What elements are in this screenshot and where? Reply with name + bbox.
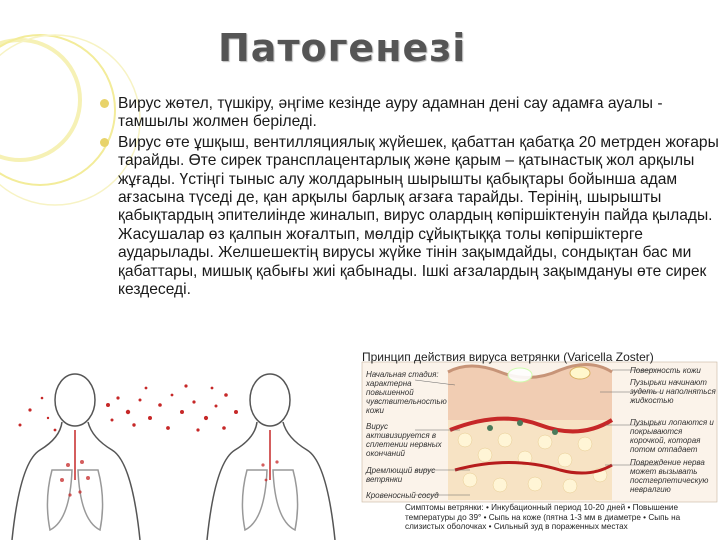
bullet-text: Вирус жөтел, түшкіру, әңгіме кезінде ауру адамнан дені сау адамға ауалы - тамшылы жолмен беріледі. — [118, 95, 663, 131]
figure-label-skin-surface: Поверхность кожи — [630, 366, 701, 375]
figure-label-blood-vessel: Кровеносный сосуд — [366, 491, 439, 500]
bullet-item — [100, 95, 720, 132]
bullet-list — [100, 95, 720, 301]
figure-label-blisters-itch: Пузырьки начинают зудеть и наполняться жидкостью — [630, 378, 716, 405]
person-right — [207, 374, 335, 540]
figure-label-dormant-virus: Дремлющий вирус ветрянки — [366, 466, 436, 484]
figure-label-initial-stage: Начальная стадия: характерна повышенной чувствительностью кожи — [366, 370, 447, 415]
figure-label-nerve-damage: Повреждение нерва может вызывать постгерпетическую невралгию — [630, 458, 709, 494]
figure-title: Принцип действия вируса ветрянки (Varicella Zoster) — [362, 350, 654, 364]
droplets — [19, 384, 239, 431]
bullet-icon — [100, 99, 109, 108]
slide-title: Патогенезі — [218, 26, 467, 70]
bullet-text: Вирус өте ұшқыш, вентилляциялық жүйешек, қабаттан қабатқа 20 метрден жоғары тарайды. Өте сирек трансплацентарлық және қарым – қатынастық жол арқылы жұғады. Үстіңгі тыныс алу жолдарының шырышты қабықтары бойынша адам ағзасына түседі де, қан арқылы барлық ағзаға тарайды. Терінің, шырышты қабықтардың эпителиінде жиналып, вирус олардың көпіршіктенуін пайда қылады. Жасушалар өз қалпын жоғалтып, мөлдір сұйықтыққа толы көпіршіктерге аударылады. Желшешектің вирусы жүйке тінін зақымдайды, сондықтан бас ми қабаттары, мишық қабығы жиі қабынады. Ішкі ағзалардың зақымдануы өте сирек кездеседі. — [118, 133, 719, 299]
figure-label-blisters-burst: Пузырьки лопаются и покрываются корочкой, которая потом отпадает — [630, 418, 714, 454]
bullet-item — [100, 134, 720, 300]
person-left — [12, 374, 140, 540]
figure-caption: Симптомы ветрянки: • Инкубационный период 10-20 дней • Повышение температуры до 39° • Сыпь на коже (пятна 1-3 мм в диаметре • Сыпь на слизистых оболочках • Сильный зуд в пораженных местах — [405, 503, 681, 531]
figure-label-virus-activation: Вирус активизируется в сплетении нервных окончаний — [366, 422, 442, 458]
bullet-icon — [100, 138, 109, 147]
